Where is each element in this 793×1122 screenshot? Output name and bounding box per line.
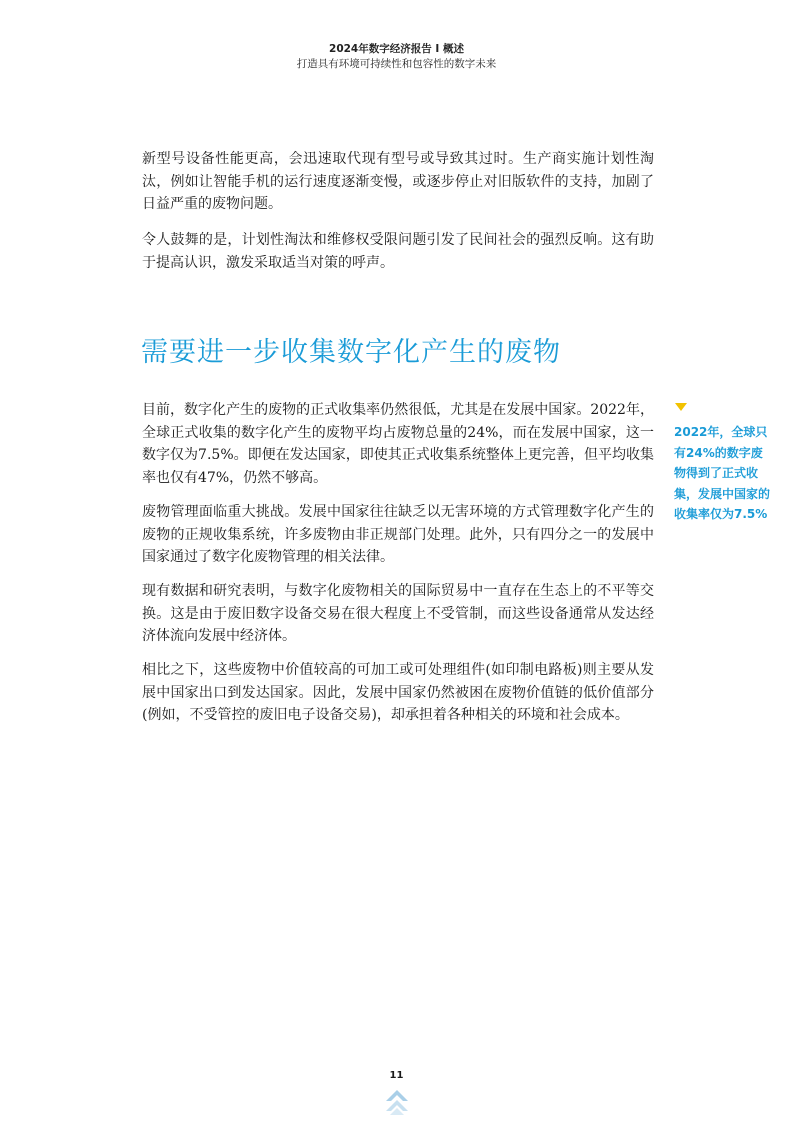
body-paragraph-1: 目前，数字化产生的废物的正式收集率仍然很低，尤其是在发展中国家。2022年，全球正式收集的数字化产生的废物平均占废物总量的24%，而在发展中国家，这一数字仅为7.5%。即便在发达国家，即使其正式收集系统整体上更完善，但平均收集率也仅有47%，仍然不够高。 (142, 402, 654, 486)
sidebar-callout (674, 403, 774, 525)
intro-paragraph-2: 令人鼓舞的是，计划性淘汰和维修权受限问题引发了民间社会的强烈反响。这有助于提高认识，激发采取适当对策的呼声。 (142, 232, 654, 271)
body-paragraph-3: 现有数据和研究表明，与数字化废物相关的国际贸易中一直存在生态上的不平等交换。这是由于废旧数字设备交易在很大程度上不受管制，而这些设备通常从发达经济体流向发展中经济体。 (142, 583, 654, 644)
section-heading: 需要进一步收集数字化产生的废物 (141, 337, 561, 368)
triangle-marker-icon (675, 403, 687, 411)
callout-text: 2022年，全球只有24%的数字废物得到了正式收集，发展中国家的收集率仅为7.5% (674, 425, 771, 521)
report-title: 2024年数字经济报告 I 概述 (329, 43, 464, 55)
chevron-up-logo-icon (384, 1088, 410, 1118)
report-subtitle: 打造具有环境可持续性和包容性的数字未来 (296, 58, 497, 70)
page-number: 11 (389, 1070, 404, 1081)
intro-paragraph-1: 新型号设备性能更高，会迅速取代现有型号或导致其过时。生产商实施计划性淘汰，例如让智能手机的运行速度逐渐变慢，或逐步停止对旧版软件的支持，加剧了日益严重的废物问题。 (142, 151, 654, 212)
body-paragraph-4: 相比之下，这些废物中价值较高的可加工或可处理组件(如印制电路板)则主要从发展中国家出口到发达国家。因此，发展中国家仍然被困在废物价值链的低价值部分(例如，不受管控的废旧电子设备交易)，却承担着各种相关的环境和社会成本。 (142, 662, 654, 723)
body-paragraph-2: 废物管理面临重大挑战。发展中国家往往缺乏以无害环境的方式管理数字化产生的废物的正规收集系统，许多废物由非正规部门处理。此外，只有四分之一的发展中国家通过了数字化废物管理的相关法律。 (142, 504, 654, 565)
page-header (0, 42, 793, 72)
